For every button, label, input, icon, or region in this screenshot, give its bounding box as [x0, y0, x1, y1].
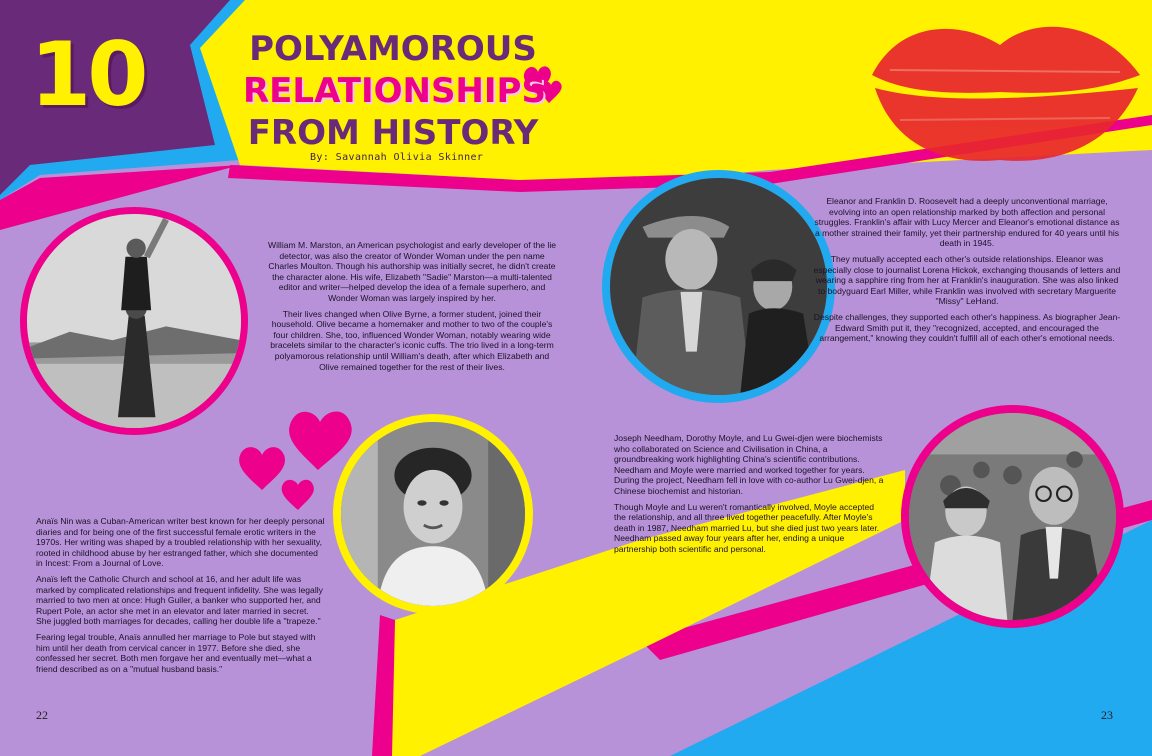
roosevelt-photo [602, 170, 835, 403]
author-byline: By: Savannah Olivia Skinner [310, 152, 484, 163]
roosevelt-paragraph-2: They mutually accepted each other's outside relationships. Eleanor was especially close to journalist Lorena Hickok, exchanging thousands of letters and wearing a sapphire ring from her at Franklin's inauguration. She was also linked to bodyguard Earl Miller, while Franklin was involved with secretary Marguerite "Missy" LeHand. [813, 253, 1121, 307]
marston-article [266, 240, 558, 377]
nin-paragraph-2: Anaïs left the Catholic Church and school at 16, and her adult life was marked by complicated relationships and frequent infidelity. She was legally married to two men at once: Hugh Guiler, a banker who supported her, and Rupert Pole, an actor she met in an elevator and later married in secret. She juggled both marriages for decades, calling her double life a "trapeze." [36, 573, 323, 627]
needham-article [614, 433, 886, 560]
sartre-photo [901, 405, 1124, 628]
roosevelt-paragraph-3: Despite challenges, they supported each other's happiness. As biographer Jean-Edward Smith put it, they "recognized, accepted, and encouraged the arrangement," knowing they couldn't fulfill all of each other's emotional needs. [813, 311, 1121, 344]
roosevelt-article [812, 196, 1122, 349]
page-number-left: 22 [36, 708, 48, 722]
marston-paragraph-1: William M. Marston, an American psychologist and early developer of the lie detector, was also the creator of Wonder Woman under the pen name Charles Moulton. Though his authorship was initially secret, he didn't create the character alone. His wife, Elizabeth "Sadie" Marston—a multi-talented editor and writer—helped develop the idea of a female superhero, and Wonder Woman was largely inspired by her. [267, 240, 557, 303]
title-line-2: RELATIONSHIPS [243, 71, 546, 111]
title-line-1: POLYAMOROUS [249, 29, 537, 69]
needham-paragraph-1: Joseph Needham, Dorothy Moyle, and Lu Gwei-djen were biochemists who collaborated on Science and Civilisation in China, a groundbreaking work highlighting China's scientific contributions. Needham and Moyle were married and worked together for years. During the project, Needham fell in love with co-author Lu Gwei-djen, a Chinese biochemist and historian. [614, 433, 884, 496]
title-line-3: FROM HISTORY [247, 113, 539, 153]
nin-article [36, 516, 326, 679]
page-title [243, 28, 546, 154]
needham-paragraph-2: Though Moyle and Lu weren't romantically involved, Moyle accepted the relationship, and all three lived together peacefully. After Moyle's death in 1987, Needham married Lu, but she died just two years later. Needham passed away four years after her, ending a unique partnership both scientific and personal. [614, 501, 880, 554]
nin-paragraph-1: Anaïs Nin was a Cuban-American writer best known for her deeply personal diaries and for being one of the first successful female erotic writers in the 1970s. Her writing was shaped by a troubled relationship with her sexuality, rooted in childhood abuse by her estranged father, which she documented in Incest: From a Journal of Love. [36, 516, 325, 569]
marston-paragraph-2: Their lives changed when Olive Byrne, a former student, joined their household. Olive became a homemaker and mother to two of the couple's four children. She, too, influenced Wonder Woman, notably wearing wide bracelets similar to the character's iconic cuffs. The trio lived in a long-term polyamorous relationship until William's death, after which Elizabeth and Olive remained together for the rest of their lives. [270, 308, 554, 372]
roosevelt-paragraph-1: Eleanor and Franklin D. Roosevelt had a deeply unconventional marriage, evolving into an open relationship marked by both affection and personal struggles. Franklin's affair with Lucy Mercer and Eleanor's emotional distance as a mother strained their family, yet their partnership endured for 40 years until his death in 1945. [814, 196, 1120, 249]
issue-number: 10 [30, 23, 145, 126]
nin-paragraph-3: Fearing legal trouble, Anaïs annulled her marriage to Pole but stayed with him until her death from cervical cancer in 1977. Before she died, she confessed her secret. Both men forgave her and eventually met—what a friend described as on a "mutual husband basis." [36, 631, 316, 674]
marston-photo [20, 207, 248, 435]
nin-photo [333, 414, 533, 614]
page-number-right: 23 [1101, 708, 1113, 722]
